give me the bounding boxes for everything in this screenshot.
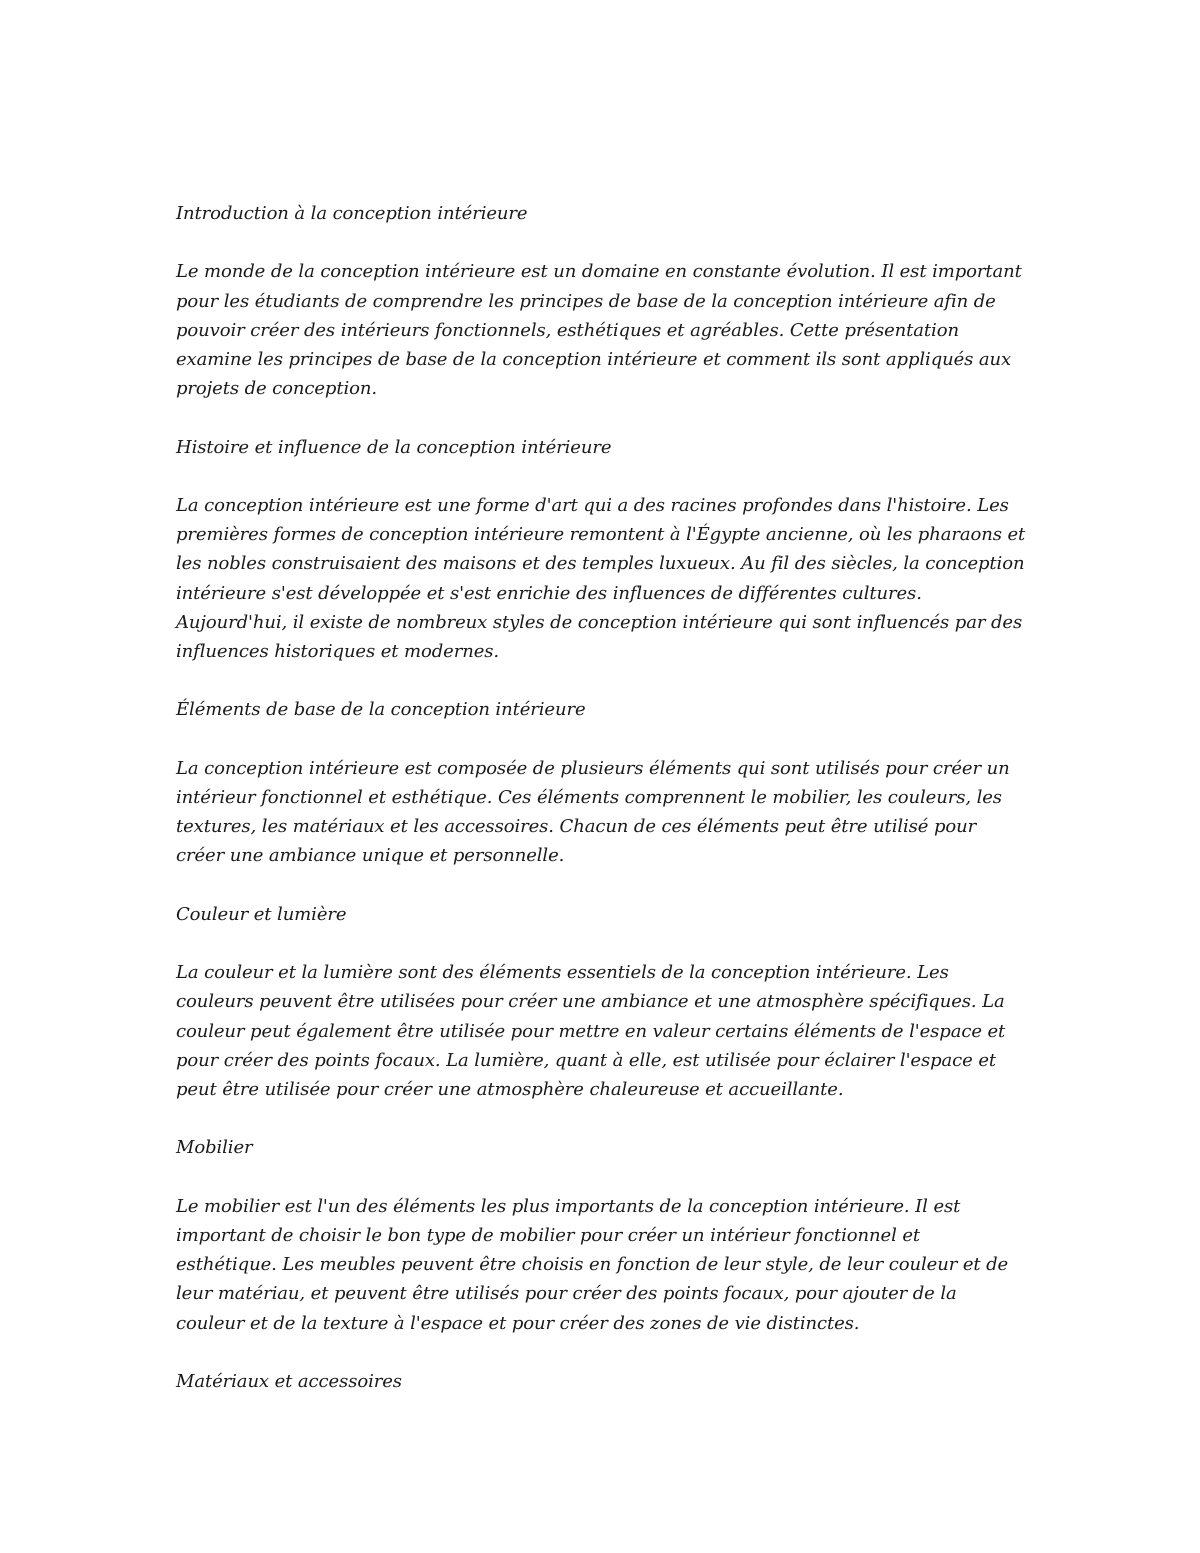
section-heading-introduction: Introduction à la conception intérieure	[176, 203, 528, 224]
section-body-histoire: La conception intérieure est une forme d'art qui a des racines profondes dans l'histoire. Les premières formes de conception intérieure remontent à l'Égypte ancienne, où les pharaons et les nobles construisaient des maisons et des temples luxueux. Au fil des siècles, la conception intérieure s'est développée et s'est enrichie des influences de différentes cultures. Aujourd'hui, il existe de nombreux styles de conception intérieure qui sont influencés par des influences historiques et modernes.	[176, 494, 1026, 662]
section-body-elements: La conception intérieure est composée de plusieurs éléments qui sont utilisés pour créer un intérieur fonctionnel et esthétique. Ces éléments comprennent le mobilier, les couleurs, les textures, les matériaux et les accessoires. Chacun de ces éléments peut être utilisé pour créer une ambiance unique et personnelle.	[176, 757, 1010, 867]
section-body-mobilier: Le mobilier est l'un des éléments les plus importants de la conception intérieure. Il est important de choisir le bon type de mobilier pour créer un intérieur fonctionnel et esthétique. Les meubles peuvent être choisis en fonction de leur style, de leur couleur et de leur matériau, et peuvent être utilisés pour créer des points focaux, pour ajouter de la couleur et de la texture à l'espace et pour créer des zones de vie distinctes.	[176, 1195, 1009, 1334]
section-heading-couleur: Couleur et lumière	[176, 903, 347, 925]
section-heading-mobilier: Mobilier	[176, 1137, 253, 1159]
section-body-introduction: Le monde de la conception intérieure est un domaine en constante évolution. Il est important pour les étudiants de comprendre les principes de base de la conception intérieure afin de pouvoir créer des intérieurs fonctionnels, esthétiques et agréables. Cette présentation examine les principes de base de la conception intérieure et comment ils sont appliqués aux projets de conception.	[176, 261, 1022, 400]
section-heading-elements: Éléments de base de la conception intérieure	[176, 699, 586, 721]
section-body-couleur: La couleur et la lumière sont des éléments essentiels de la conception intérieure. Les couleurs peuvent être utilisées pour créer une ambiance et une atmosphère spécifiques. La couleur peut également être utilisée pour mettre en valeur certains éléments de l'espace et pour créer des points focaux. La lumière, quant à elle, est utilisée pour éclairer l'espace et peut être utilisée pour créer une atmosphère chaleureuse et accueillante.	[176, 962, 1006, 1100]
document-page	[176, 199, 1026, 1425]
section-heading-histoire: Histoire et influence de la conception intérieure	[176, 436, 612, 458]
section-heading-materiaux: Matériaux et accessoires	[176, 1370, 402, 1392]
